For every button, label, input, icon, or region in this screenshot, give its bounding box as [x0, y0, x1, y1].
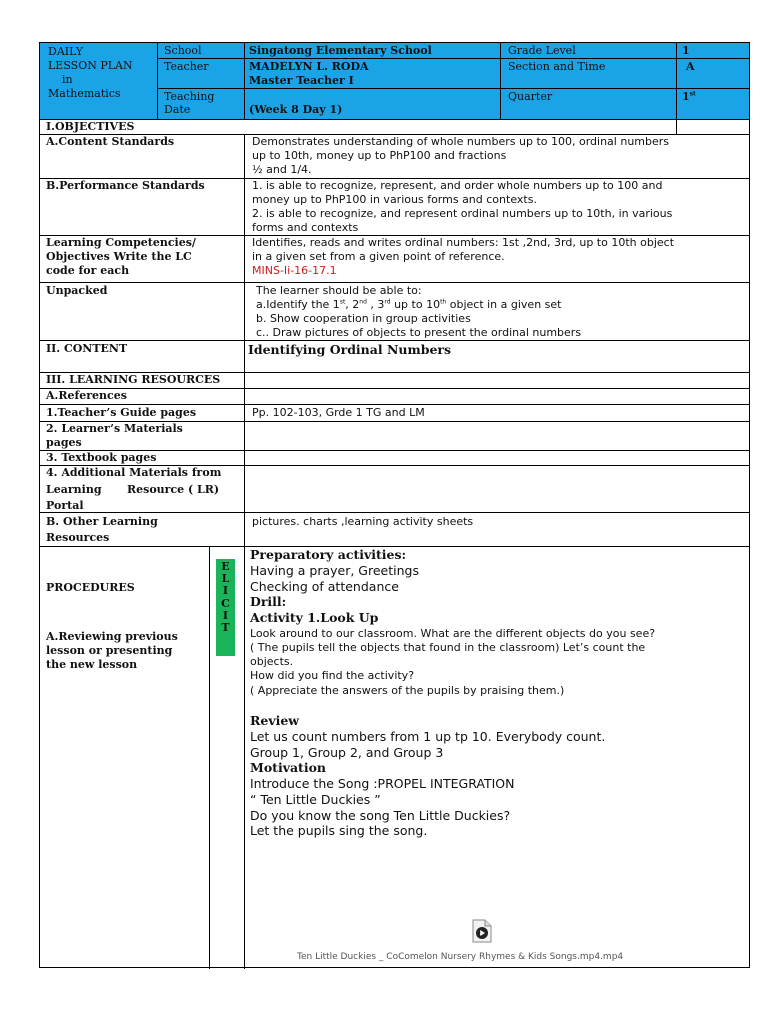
activity-heading: Activity 1.Look Up [250, 610, 379, 625]
references-label: A.References [46, 389, 127, 402]
performance-standards-label: B.Performance Standards [46, 179, 205, 192]
performance-line: 1. is able to recognize, represent, and order whole numbers up to 100 and [252, 179, 663, 192]
review-line: Let us count numbers from 1 up tp 10. Everybody count. [250, 729, 606, 744]
plan-title-line: Mathematics [48, 87, 121, 100]
procedures-label: PROCEDURES [46, 581, 135, 594]
review-heading: Review [250, 713, 300, 728]
competencies-line: in a given set from a given point of reference. [252, 250, 505, 263]
drill-heading: Drill: [250, 594, 287, 609]
additional-materials-label: Learning [46, 483, 102, 496]
prep-heading: Preparatory activities: [250, 547, 407, 562]
competencies-label: code for each [46, 264, 130, 277]
unpacked-item-c: c.. Draw pictures of objects to present the ordinal numbers [256, 326, 582, 339]
plan-title-line: LESSON PLAN [48, 59, 133, 72]
unpacked-item-a: a.Identify the 1st, 2nd , 3rd up to 10th object in a given set [256, 298, 562, 311]
video-attachment-name[interactable]: Ten Little Duckies _ CoComelon Nursery Rhymes & Kids Songs.mp4.mp4 [297, 952, 624, 962]
elicit-letter: E [221, 560, 230, 573]
date-value: (Week 8 Day 1) [249, 103, 343, 116]
motivation-line: Let the pupils sing the song. [250, 823, 428, 838]
textbook-label: 3. Textbook pages [46, 451, 157, 464]
activity-line: objects. [250, 655, 294, 668]
section-value: A [686, 60, 695, 73]
performance-line: money up to PhP100 in various forms and contexts. [252, 193, 537, 206]
divider [157, 58, 749, 59]
learners-materials-label: pages [46, 436, 82, 449]
motivation-line: Introduce the Song :PROPEL INTEGRATION [250, 776, 515, 791]
objectives-heading-row [40, 119, 749, 134]
elicit-letter: I [222, 608, 229, 622]
video-file-icon[interactable] [472, 919, 492, 943]
plan-title-line: in [62, 73, 73, 86]
grade-label: Grade Level [508, 44, 576, 57]
school-value: Singatong Elementary School [249, 44, 432, 57]
additional-materials-label: Portal [46, 499, 84, 512]
teacher-name: MADELYN L. RODA [249, 60, 369, 73]
references-row [40, 388, 749, 404]
other-resources-value: pictures. charts ,learning activity sheets [252, 515, 474, 528]
section-label: Section and Time [508, 60, 606, 73]
unpacked-intro: The learner should be able to: [256, 284, 422, 297]
divider [244, 43, 245, 119]
additional-materials-label: Resource ( LR) [127, 483, 220, 496]
divider [676, 119, 677, 134]
activity-line: Look around to our classroom. What are the different objects do you see? [250, 627, 656, 640]
other-resources-label: Resources [46, 531, 110, 544]
divider [676, 43, 677, 119]
school-label: School [164, 44, 202, 57]
divider [157, 43, 158, 119]
unpacked-item-b: b. Show cooperation in group activities [256, 312, 471, 325]
competencies-label: Learning Competencies/ [46, 236, 196, 249]
performance-line: 2. is able to recognize, and represent ordinal numbers up to 10th, in various [252, 207, 673, 220]
motivation-heading: Motivation [250, 760, 327, 775]
procedure-line: Having a prayer, Greetings [250, 563, 419, 578]
content-standards-line: ½ and 1/4. [252, 163, 312, 176]
elicit-letter: C [221, 596, 230, 610]
activity-line: How did you find the activity? [250, 669, 415, 682]
teacher-label: Teacher [164, 60, 209, 73]
quarter-value: 1st [682, 90, 696, 103]
unpacked-label: Unpacked [46, 284, 108, 297]
teacher-position: Master Teacher I [249, 74, 354, 87]
review-line: Group 1, Group 2, and Group 3 [250, 745, 444, 760]
resources-heading: III. LEARNING RESOURCES [46, 373, 221, 386]
objectives-heading: I.OBJECTIVES [46, 120, 135, 133]
elicit-badge [216, 559, 235, 656]
performance-line: forms and contexts [252, 221, 359, 234]
date-label: Date [164, 103, 191, 116]
elicit-letter: L [221, 572, 230, 586]
competency-code: MINS-Ii-16-17.1 [252, 264, 337, 277]
content-standards-line: Demonstrates understanding of whole numbers up to 100, ordinal numbers [252, 135, 670, 148]
plan-title-line: DAILY [48, 45, 83, 58]
teacher-guide-value: Pp. 102-103, Grde 1 TG and LM [252, 406, 425, 419]
quarter-label: Quarter [508, 90, 553, 103]
divider [209, 546, 210, 969]
elicit-letter: I [222, 584, 229, 598]
learners-materials-label: 2. Learner’s Materials [46, 422, 183, 435]
grade-value: 1 [682, 44, 690, 57]
procedure-step-label: the new lesson [46, 658, 138, 671]
activity-line: ( The pupils tell the objects that found in the classroom) Let’s count the [250, 641, 646, 654]
content-value: Identifying Ordinal Numbers [248, 342, 452, 357]
additional-materials-label: 4. Additional Materials from [46, 466, 222, 479]
activity-line: ( Appreciate the answers of the pupils by praising them.) [250, 684, 565, 697]
content-standards-label: A.Content Standards [46, 135, 175, 148]
motivation-line: “ Ten Little Duckies ” [250, 792, 381, 807]
date-label: Teaching [164, 90, 215, 103]
elicit-letter: T [221, 621, 230, 635]
procedure-step-label: A.Reviewing previous [46, 630, 178, 643]
competencies-label: Objectives Write the LC [46, 250, 192, 263]
divider [157, 88, 749, 89]
motivation-line: Do you know the song Ten Little Duckies? [250, 808, 511, 823]
content-label: II. CONTENT [46, 342, 128, 355]
content-standards-line: up to 10th, money up to PhP100 and fractions [252, 149, 507, 162]
teacher-guide-label: 1.Teacher’s Guide pages [46, 406, 197, 419]
procedure-step-label: lesson or presenting [46, 644, 173, 657]
competencies-line: Identifies, reads and writes ordinal numbers: 1st ,2nd, 3rd, up to 10th object [252, 236, 675, 249]
lesson-plan-table [39, 42, 750, 968]
procedure-line: Checking of attendance [250, 579, 399, 594]
divider [500, 43, 501, 119]
other-resources-label: B. Other Learning [46, 515, 158, 528]
